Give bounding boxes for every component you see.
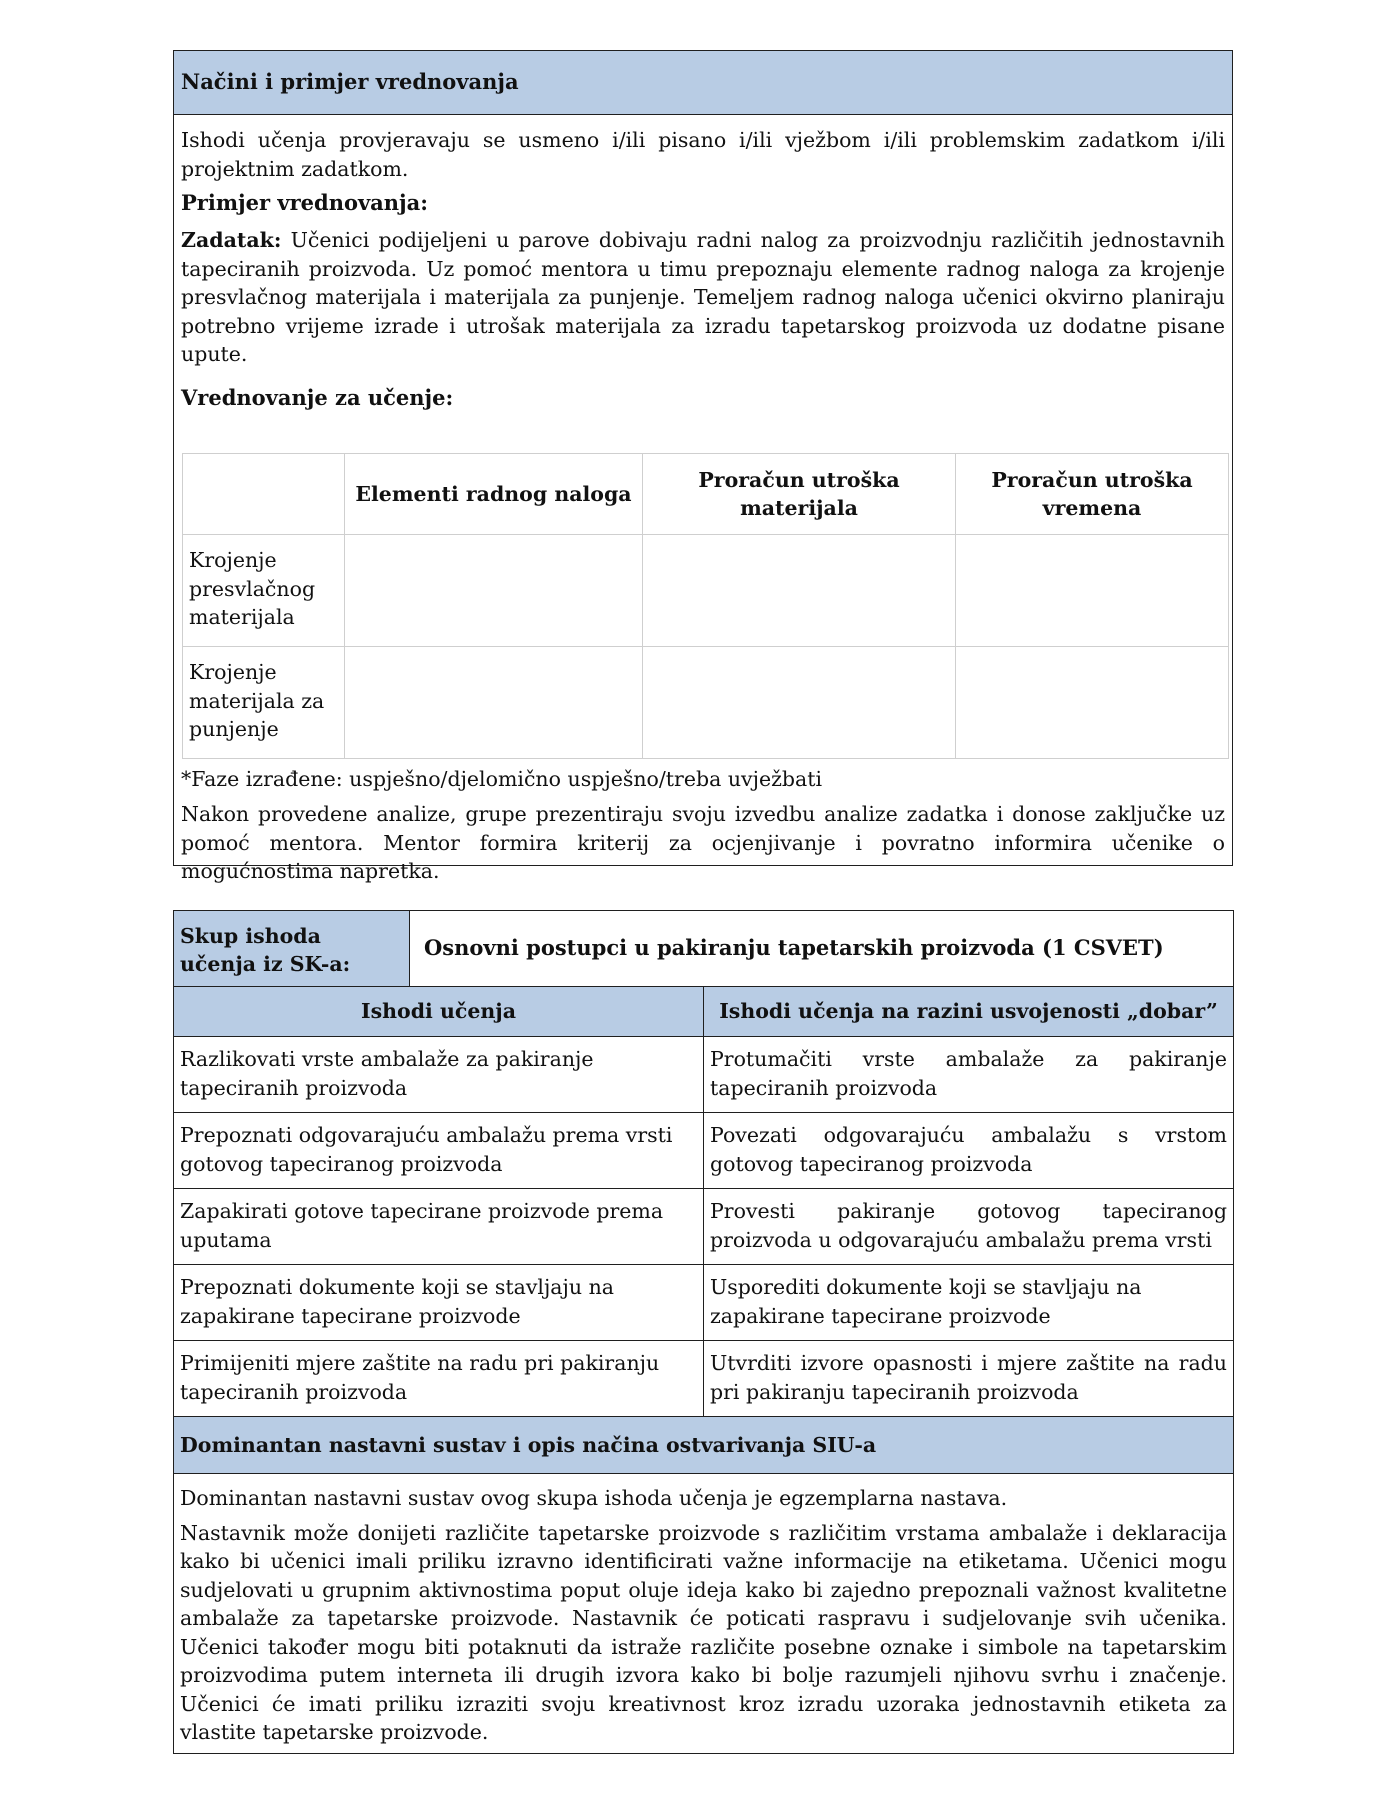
row-label: Krojenje presvlačnog materijala: [183, 535, 345, 647]
outcome-cell: Razlikovati vrste ambalaže za pakiranje tapeciranih proizvoda: [174, 1037, 704, 1113]
good-level-col-header: Ishodi učenja na razini usvojenosti „dobar”: [704, 987, 1234, 1037]
table-header-cell: [183, 454, 345, 535]
empty-cell: [345, 535, 643, 647]
outcomes-table: [173, 910, 1234, 1754]
dominant-header: Dominantan nastavni sustav i opis načina ostvarivanja SIU-a: [174, 1417, 1234, 1474]
set-title: Osnovni postupci u pakiranju tapetarskih proizvoda (1 CSVET): [410, 911, 1234, 987]
empty-cell: [643, 535, 956, 647]
outcome-cell: Prepoznati odgovarajuću ambalažu prema vrsti gotovog tapeciranog proizvoda: [174, 1113, 704, 1189]
table-row: [174, 1037, 1234, 1113]
table-header-cell: Elementi radnog naloga: [345, 454, 643, 535]
empty-cell: [956, 535, 1229, 647]
table-header-cell: Proračun utroška vremena: [956, 454, 1229, 535]
task-paragraph: [181, 226, 1225, 369]
outcomes-header-row: [174, 987, 1234, 1037]
dominant-paragraph-1: Dominantan nastavni sustav ovog skupa ishoda učenja je egzemplarna nastava.: [180, 1486, 1008, 1510]
dominant-paragraph-2: Nastavnik može donijeti različite tapetarske proizvode s različitim vrstama ambalaže i deklaracija kako bi učenici imali priliku izravno identificirati važne informacije na etiketama. Učenici mogu sudjelovati u grupnim aktivnostima poput oluje ideja kako bi zajedno prepoznali važnost kvalitetne ambalaže za tapetarske proizvode. Nastavnik će poticati raspravu i sudjelovanje svih učenika. Učenici također mogu biti potaknuti da istraže različite posebne oznake i simbole na tapetarskim proizvodima putem interneta ili drugih izvora kako bi bolje razumjeli njihovu svrhu i značenje. Učenici će imati priliku izraziti svoju kreativnost kroz izradu uzoraka jednostavnih etiketa za vlastite tapetarske proizvode.: [180, 1520, 1227, 1744]
dominant-header-row: [174, 1417, 1234, 1474]
eval-heading: Vrednovanje za učenje:: [181, 385, 454, 410]
table-row: [174, 1189, 1234, 1265]
row-label: Krojenje materijala za punjenje: [183, 647, 345, 759]
task-text: Učenici podijeljeni u parove dobivaju radni nalog za proizvodnju različitih jednostavnih tapeciranih proizvoda. Uz pomoć mentora u timu prepoznaju elemente radnog naloga za krojenje presvlačnog materijala i materijala za punjenje. Temeljem radnog naloga učenici okvirno planiraju potrebno vrijeme izrade i utrošak materijala za izradu tapetarskog proizvoda uz dodatne pisane upute.: [181, 228, 1225, 366]
empty-cell: [956, 647, 1229, 759]
example-heading: Primjer vrednovanja:: [181, 190, 429, 215]
evaluation-section: [173, 50, 1233, 883]
set-title-row: [174, 911, 1234, 987]
intro-paragraph: Ishodi učenja provjeravaju se usmeno i/ili pisano i/ili vježbom i/ili problemskim zadatkom i/ili projektnim zadatkom.: [181, 128, 1225, 181]
table-header-row: [183, 454, 1229, 535]
closing-paragraph: Nakon provedene analize, grupe prezentiraju svoju izvedbu analize zadatka i donose zaključke uz pomoć mentora. Mentor formira kriterij za ocjenjivanje i povratno informira učenike o mogućnostima napretka.: [181, 802, 1225, 883]
dominant-body-row: [174, 1474, 1234, 1754]
outcome-cell: Prepoznati dokumente koji se stavljaju na zapakirane tapecirane proizvode: [174, 1265, 704, 1341]
phases-note: *Faze izrađene: uspješno/djelomično uspješno/treba uvježbati: [181, 767, 823, 791]
empty-cell: [345, 647, 643, 759]
good-level-cell: Provesti pakiranje gotovog tapeciranog proizvoda u odgovarajuću ambalažu prema vrsti: [704, 1189, 1234, 1265]
evaluation-table: [182, 453, 1229, 759]
set-label: Skup ishoda učenja iz SK-a:: [174, 911, 410, 987]
good-level-cell: Povezati odgovarajuću ambalažu s vrstom gotovog tapeciranog proizvoda: [704, 1113, 1234, 1189]
outcome-cell: Primijeniti mjere zaštite na radu pri pakiranju tapeciranih proizvoda: [174, 1341, 704, 1417]
outcome-cell: Zapakirati gotove tapecirane proizvode prema uputama: [174, 1189, 704, 1265]
task-label: Zadatak:: [181, 228, 282, 252]
table-row: [183, 535, 1229, 647]
learning-outcomes-section: [173, 910, 1233, 1744]
good-level-cell: Usporediti dokumente koji se stavljaju na zapakirane tapecirane proizvode: [704, 1265, 1234, 1341]
outcomes-col-header: Ishodi učenja: [174, 987, 704, 1037]
table-row: [174, 1265, 1234, 1341]
section-title: Načini i primjer vrednovanja: [181, 69, 519, 94]
empty-cell: [643, 647, 956, 759]
section-header: [174, 51, 1232, 115]
table-row: [174, 1113, 1234, 1189]
good-level-cell: Utvrditi izvore opasnosti i mjere zaštite na radu pri pakiranju tapeciranih proizvoda: [704, 1341, 1234, 1417]
table-row: [174, 1341, 1234, 1417]
good-level-cell: Protumačiti vrste ambalaže za pakiranje tapeciranih proizvoda: [704, 1037, 1234, 1113]
table-row: [183, 647, 1229, 759]
dominant-body: [174, 1474, 1234, 1754]
table-header-cell: Proračun utroška materijala: [643, 454, 956, 535]
